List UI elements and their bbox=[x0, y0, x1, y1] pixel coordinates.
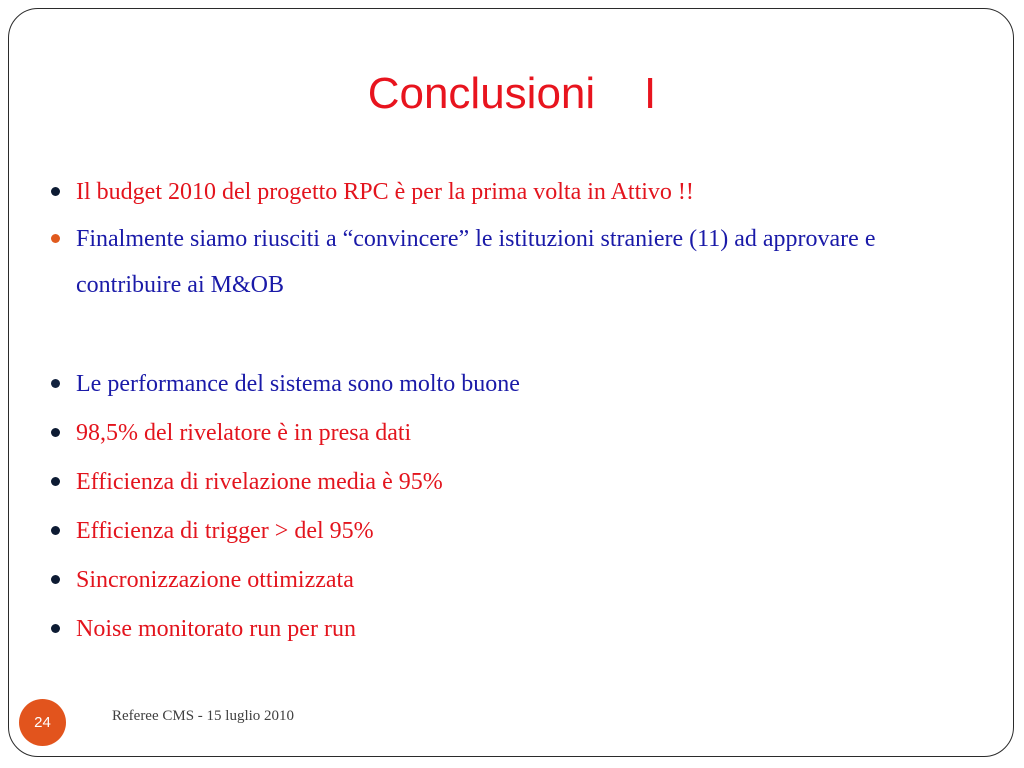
bullet-text: Sincronizzazione ottimizzata bbox=[76, 567, 354, 593]
bullet-dot-icon bbox=[51, 234, 60, 243]
bullet-dot-icon bbox=[51, 428, 60, 437]
bullet-item-sincronizzazione bbox=[50, 556, 980, 605]
bullet-item-performance bbox=[50, 360, 980, 409]
bullet-dot-icon bbox=[51, 624, 60, 633]
bullet-text: Il budget 2010 del progetto RPC è per la prima volta in Attivo !! bbox=[76, 179, 694, 205]
bullet-item-noise bbox=[50, 605, 980, 654]
bullet-item-budget bbox=[50, 168, 980, 216]
bullet-dot-icon bbox=[51, 187, 60, 196]
bullet-text: Efficienza di trigger > del 95% bbox=[76, 518, 374, 544]
footer-text: Referee CMS - 15 luglio 2010 bbox=[112, 708, 295, 724]
page-number-badge: 24 bbox=[19, 699, 66, 746]
bullet-dot-icon bbox=[51, 526, 60, 535]
bullet-dot-icon bbox=[51, 575, 60, 584]
slide-title: Conclusioni I bbox=[367, 69, 657, 118]
bullet-list bbox=[50, 168, 980, 654]
bullet-dot-icon bbox=[51, 477, 60, 486]
bullet-text: Le performance del sistema sono molto buone bbox=[76, 371, 520, 397]
bullet-item-efficienza-rivelazione bbox=[50, 458, 980, 507]
bullet-text: Finalmente siamo riusciti a “convincere” le istituzioni straniere (11) ad approvare e contribuire ai M&OB bbox=[76, 226, 876, 298]
bullet-item-efficienza-trigger bbox=[50, 507, 980, 556]
bullet-text: Efficienza di rivelazione media è 95% bbox=[76, 469, 443, 495]
bullet-text: Noise monitorato run per run bbox=[76, 616, 356, 642]
bullet-item-istituzioni bbox=[50, 216, 980, 308]
bullet-item-presa-dati bbox=[50, 409, 980, 458]
bullet-text: 98,5% del rivelatore è in presa dati bbox=[76, 420, 412, 446]
bullet-dot-icon bbox=[51, 379, 60, 388]
